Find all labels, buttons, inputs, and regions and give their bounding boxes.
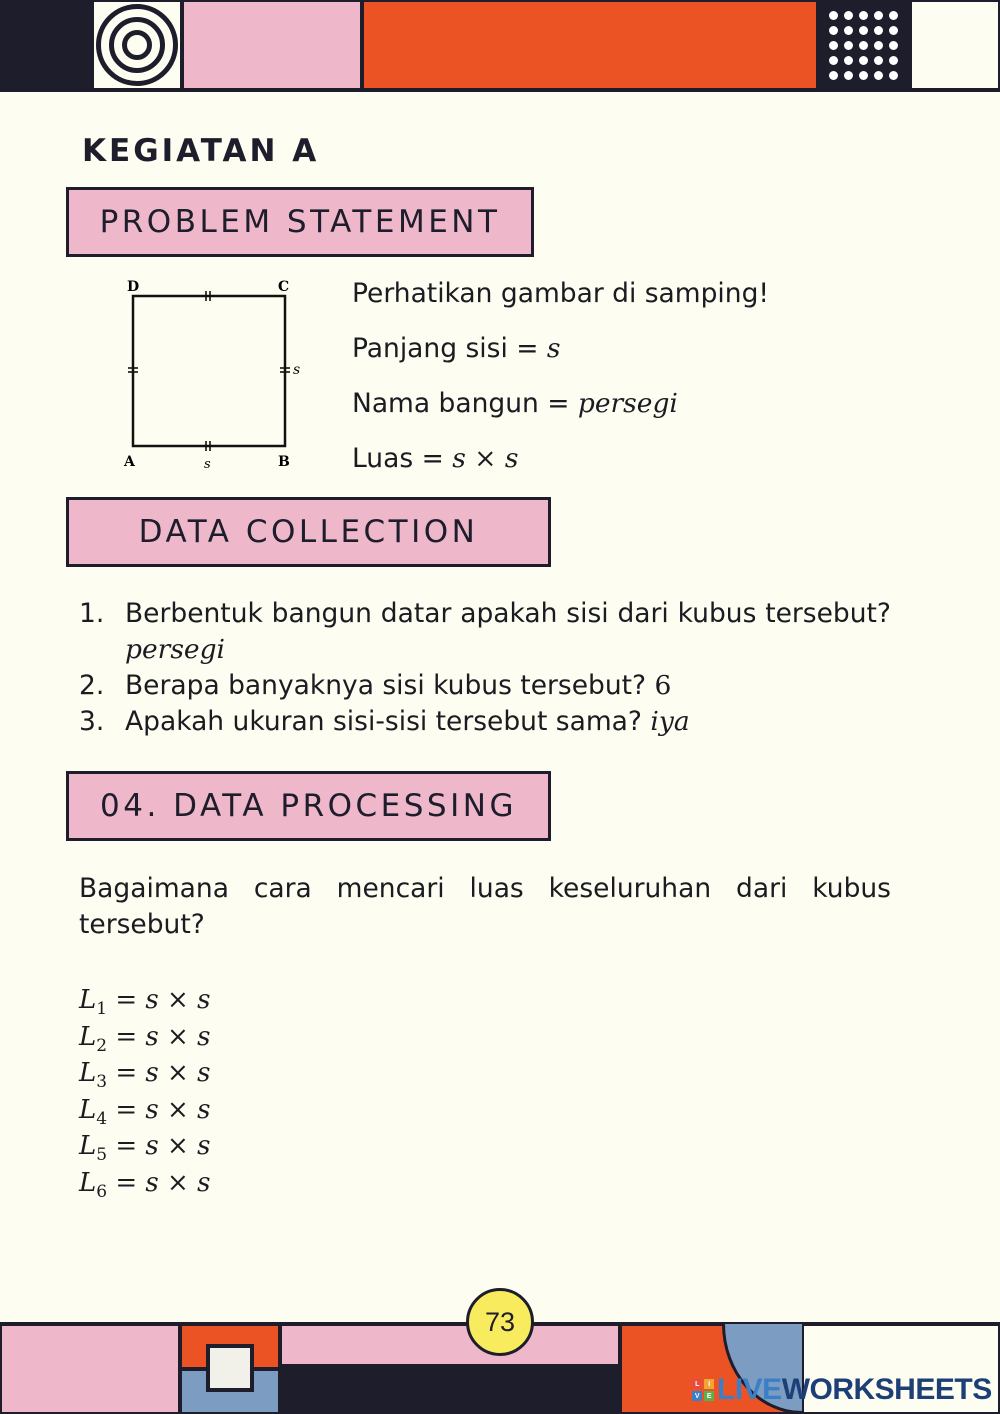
concentric-circles-decor — [92, 0, 182, 90]
statement-area: Luas = s × s — [352, 443, 519, 474]
brand-live-text: LIVE — [717, 1373, 782, 1406]
vertex-a-label: A — [124, 454, 135, 470]
dot-decor — [844, 26, 853, 35]
list-item: 2. Berapa banyaknya sisi kubus tersebut? 6 — [79, 670, 672, 701]
dot-grid-decor — [818, 0, 910, 90]
equation-row: $L_6 = s \times s$ — [79, 1167, 211, 1202]
dot-decor — [829, 41, 838, 50]
problem-statement-heading: PROBLEM STATEMENT — [66, 187, 534, 257]
dot-decor — [859, 41, 868, 50]
statement-side-length: Panjang sisi = s — [352, 333, 561, 364]
equation-row: $L_1 = s \times s$ — [79, 985, 211, 1019]
activity-title: KEGIATAN A — [82, 133, 320, 169]
dot-decor — [844, 71, 853, 80]
list-item: 3. Apakah ukuran sisi-sisi tersebut sama? iya — [79, 706, 690, 737]
statement-shape-name: Nama bangun = persegi — [352, 388, 678, 419]
dot-decor — [859, 11, 868, 20]
data-collection-heading: DATA COLLECTION — [66, 497, 551, 567]
dot-decor — [859, 26, 868, 35]
equation-row: $L_3 = s \times s$ — [79, 1058, 211, 1092]
pink-strip-decor — [280, 1324, 620, 1366]
page-number-badge: 73 — [466, 1288, 534, 1356]
dot-decor — [874, 41, 883, 50]
square-diagram — [112, 272, 322, 474]
square-decor — [206, 1344, 254, 1392]
liveworksheets-logo[interactable] — [692, 1372, 992, 1408]
orange-block-decor — [362, 0, 818, 90]
equation-row: $L_5 = s \times s$ — [79, 1131, 211, 1165]
side-label-bottom: s — [204, 457, 211, 472]
vertex-d-label: D — [127, 279, 140, 295]
dot-decor — [829, 56, 838, 65]
dot-decor — [844, 56, 853, 65]
dot-decor — [889, 56, 898, 65]
dot-decor — [874, 71, 883, 80]
list-item: 1. Berbentuk bangun datar apakah sisi dari kubus tersebut? persegi — [79, 598, 891, 665]
dot-decor — [874, 26, 883, 35]
area-equations — [79, 982, 210, 1201]
vertex-b-label: B — [278, 454, 290, 470]
white-block-decor — [910, 0, 1000, 90]
equation-row: $L_4 = s \times s$ — [79, 1094, 211, 1129]
dot-decor — [889, 41, 898, 50]
dot-decor — [874, 56, 883, 65]
pink-block-decor — [0, 1324, 180, 1414]
dot-decor — [889, 11, 898, 20]
dot-decor — [829, 71, 838, 80]
liveworksheets-logo-icon: L I V E — [692, 1379, 714, 1401]
dot-decor — [829, 11, 838, 20]
dot-decor — [844, 11, 853, 20]
equation-row: $L_2 = s \times s$ — [79, 1021, 211, 1056]
question-list — [79, 596, 891, 740]
statement-instruction: Perhatikan gambar di samping! — [352, 278, 770, 309]
side-label-right: s — [293, 362, 301, 378]
square-shape — [133, 296, 285, 446]
dot-decor — [889, 26, 898, 35]
dot-decor — [874, 11, 883, 20]
dot-decor — [859, 56, 868, 65]
pink-block-decor — [182, 0, 362, 90]
dot-decor — [829, 26, 838, 35]
dot-decor — [859, 71, 868, 80]
dot-decor — [889, 71, 898, 80]
dot-decor — [844, 41, 853, 50]
processing-question: Bagaimana cara mencari luas keseluruhan dari kubus tersebut? — [79, 873, 891, 940]
brand-worksheets-text: WORKSHEETS — [781, 1373, 992, 1406]
vertex-c-label: C — [278, 279, 290, 295]
equal-side-ticks — [128, 291, 290, 451]
data-processing-heading: 04. DATA PROCESSING — [66, 771, 551, 841]
